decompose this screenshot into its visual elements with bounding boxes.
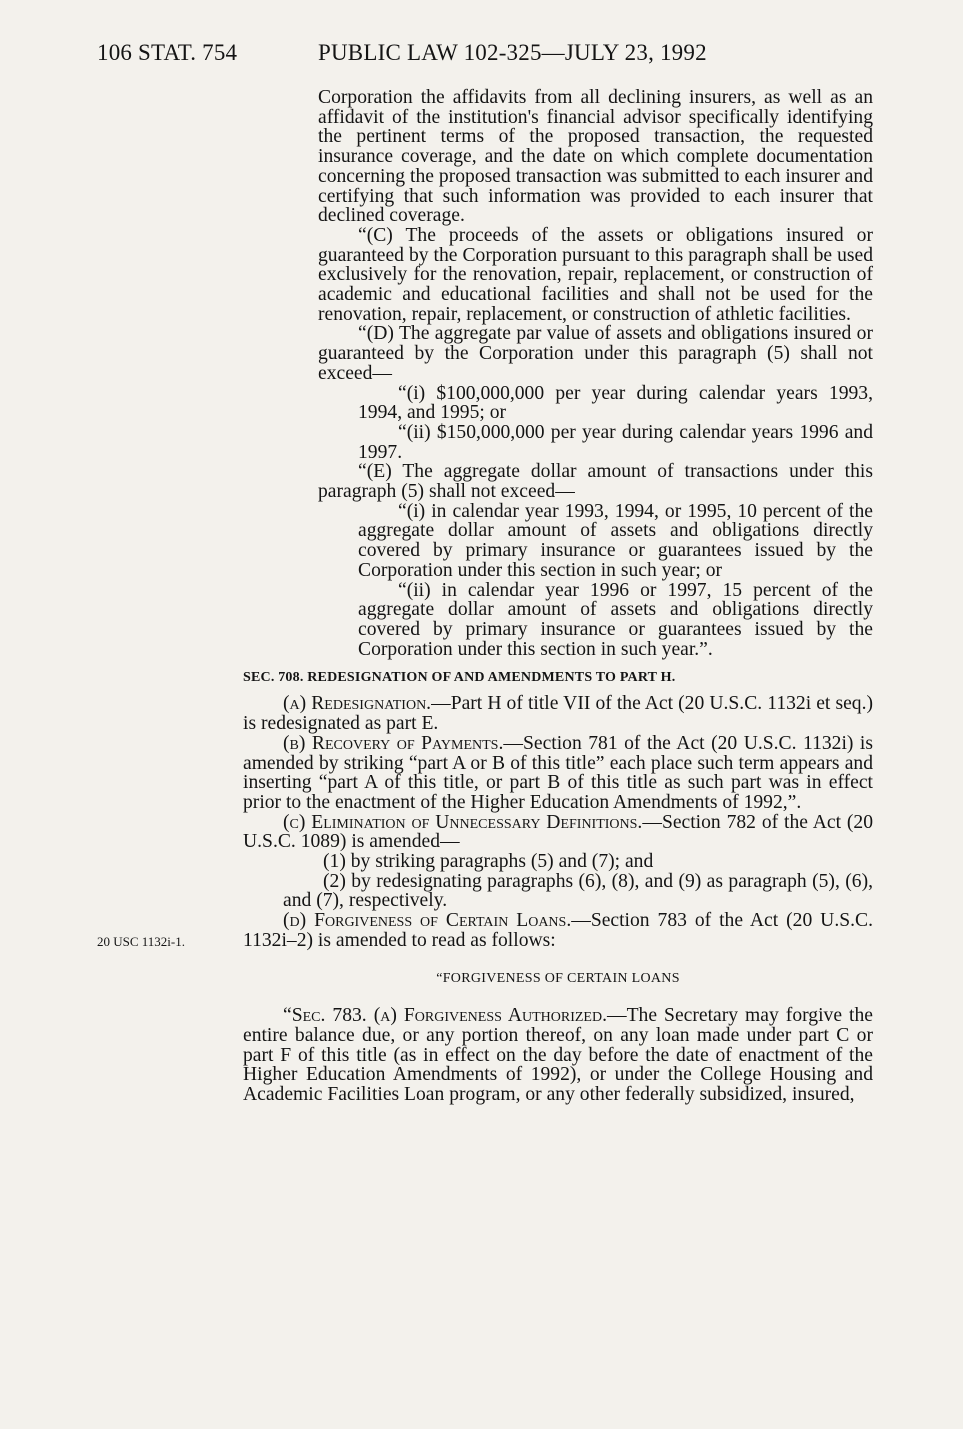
section-783-text: —The Secretary may forgive the entire balance due, or any portion thereof, on any loan made under part C or part F of this title (as in effect on the day before the date of enactment of the Higher Education Amendments of 1992), or under the College Housing and Academic Facilities Loan program, or any other federally subsidized, insured, [243,1005,873,1106]
section-783-lead: “Sec. 783. (a) Forgiveness Authorized. [283,1005,607,1027]
subsection-d-label: (d) Forgiveness of Certain Loans. [283,910,572,932]
paragraph-e-ii: “(ii) in calendar year 1996 or 1997, 15 percent of the aggregate dollar amount of assets and obligations directly covered by primary insurance or guarantees issued by the Corporation under this section in such year.”. [358,579,873,660]
subsection-b-label: (b) Recovery of Payments. [283,732,504,754]
body-text [243,88,873,1105]
paragraph-d-i: “(i) $100,000,000 per year during calendar years 1993, 1994, and 1995; or [358,382,873,424]
subsection-d [243,911,873,950]
paragraph-c: “(C) The proceeds of the assets or obligations insured or guaranteed by the Corporation pursuant to this paragraph shall be used exclusively for the renovation, repair, replacement, or construction of academic and educational facilities and shall not be used for the renovation, repair, replacement, or construction of athletic facilities. [318,224,873,325]
section-783 [243,1006,873,1105]
subsection-c-text: —Section 782 of the Act (20 U.S.C. 1089) is amended— [243,811,873,853]
subsection-c-label: (c) Elimination of Unnecessary Definitions. [283,811,643,833]
subsection-d-text: —Section 783 of the Act (20 U.S.C. 1132i–2) is amended to read as follows: [243,910,873,951]
subsection-c-2: (2) by redesignating paragraphs (6), (8), and (9) as paragraph (5), (6), and (7), respectively. [283,870,873,912]
paragraph-d: “(D) The aggregate par value of assets and obligations insured or guaranteed by the Corporation under this paragraph (5) shall not exceed— [318,323,873,384]
page-stat-number: 106 STAT. 754 [97,40,238,65]
paragraph-e-i: “(i) in calendar year 1993, 1994, or 1995, 10 percent of the aggregate dollar amount of assets and obligations directly covered by primary insurance or guarantees issued by the Corporation under this section in such year; or [358,500,873,581]
subsection-b [243,734,873,813]
subsection-a-label: (a) Redesignation. [283,693,432,715]
section-heading: SEC. 708. REDESIGNATION OF AND AMENDMENTS TO PART H. [243,670,676,686]
margin-citation: 20 USC 1132i-1. [97,934,185,949]
subsection-a [243,694,873,733]
paragraph-d-ii: “(ii) $150,000,000 per year during calendar years 1996 and 1997. [358,421,873,463]
paragraph-e: “(E) The aggregate dollar amount of transactions under this paragraph (5) shall not exceed— [318,461,873,503]
subsection-c-1: (1) by striking paragraphs (5) and (7); and [323,851,654,873]
page-running-head: PUBLIC LAW 102-325—JULY 23, 1992 [318,40,707,65]
subsection-b-text: —Section 781 of the Act (20 U.S.C. 1132i) is amended by striking “part A or B of this title” each place such term appears and inserting “part A of this title, or part B of this title as such part was in effect prior to the enactment of the Higher Education Amendments of 1992,”. [243,732,873,813]
subsection-a-text: —Part H of title VII of the Act (20 U.S.C. 1132i et seq.) is redesignated as part E. [243,693,873,735]
subsection-c [243,813,873,852]
inserted-section-heading: “FORGIVENESS OF CERTAIN LOANS [436,970,680,986]
paragraph-continued: Corporation the affidavits from all declining insurers, as well as an affidavit of the institution's financial advisor specifically identifying the pertinent terms of the proposed transaction, the requested insurance coverage, and the date on which complete documentation concerning the proposed transaction was submitted to each insurer and certifying that such information was provided to each insurer that declined coverage. [318,87,873,227]
